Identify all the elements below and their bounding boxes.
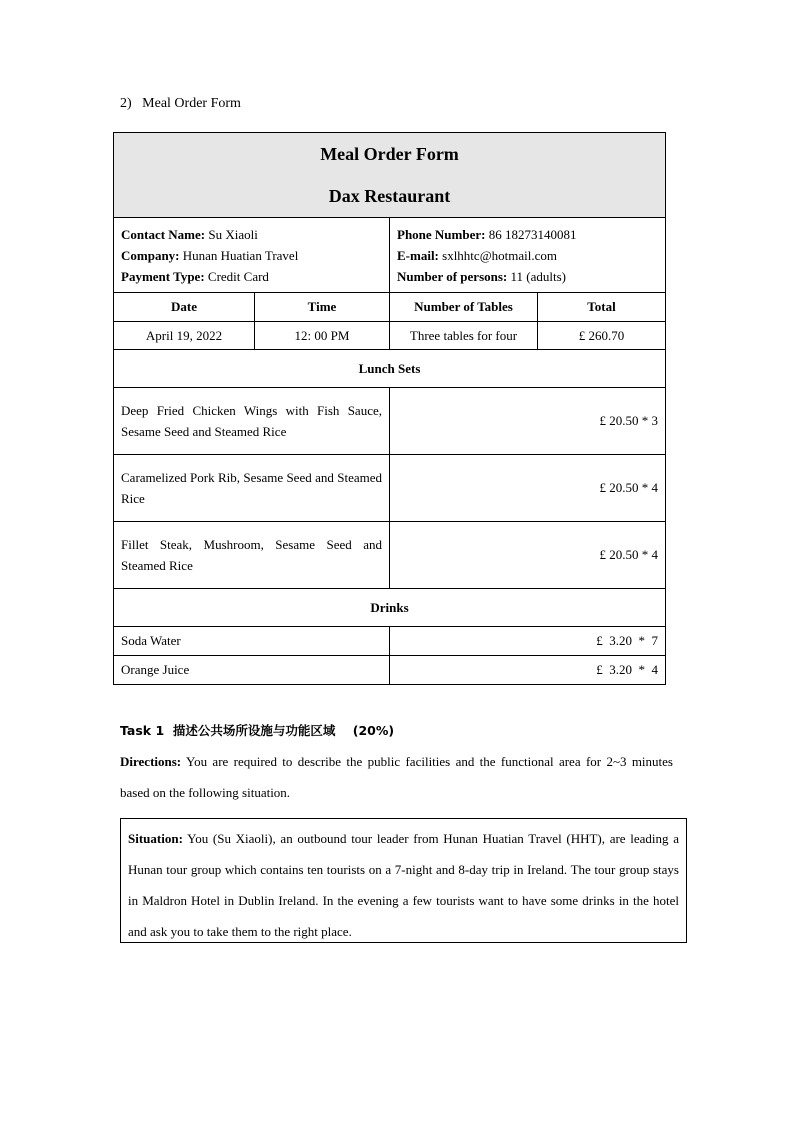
total-header: Total	[538, 293, 666, 322]
contact-info-cell	[114, 218, 390, 293]
lunch-item-name: Caramelized Pork Rib, Sesame Seed and Steamed Rice	[114, 455, 390, 522]
persons-label: Number of persons:	[397, 268, 508, 284]
form-title: Meal Order Form	[320, 144, 459, 164]
date-value: April 19, 2022	[114, 322, 255, 350]
restaurant-name: Dax Restaurant	[328, 186, 451, 206]
email-value: sxlhhtc@hotmail.com	[438, 247, 558, 263]
payment-line	[121, 266, 382, 287]
total-value: £ 260.70	[538, 322, 666, 350]
payment-label: Payment Type:	[121, 268, 205, 284]
drink-name: Orange Juice	[114, 656, 390, 685]
lunch-item-row	[114, 455, 666, 522]
lunch-item-price: £ 20.50 * 3	[390, 388, 666, 455]
contact-name-line	[121, 224, 382, 245]
company-label: Company:	[121, 247, 180, 263]
drink-row	[114, 656, 666, 685]
situation-box	[120, 818, 687, 943]
drink-row	[114, 627, 666, 656]
time-header: Time	[255, 293, 390, 322]
drinks-heading: Drinks	[114, 589, 666, 627]
contact-name-value: Su Xiaoli	[205, 226, 258, 242]
phone-label: Phone Number:	[397, 226, 486, 242]
phone-line	[397, 224, 658, 245]
payment-value: Credit Card	[204, 268, 269, 284]
directions-label: Directions:	[120, 754, 182, 769]
company-value: Hunan Huatian Travel	[179, 247, 299, 263]
drink-price: £ 3.20 * 4	[390, 656, 666, 685]
persons-value: 11 (adults)	[507, 268, 566, 284]
situation-label: Situation:	[128, 831, 183, 846]
lunch-item-row	[114, 522, 666, 589]
lunch-item-price: £ 20.50 * 4	[390, 455, 666, 522]
directions-text: You are required to describe the public facilities and the functional area for 2~3 minutes based on the following situation.	[120, 754, 673, 800]
persons-line	[397, 266, 658, 287]
drink-price: £ 3.20 * 7	[390, 627, 666, 656]
lunch-item-row	[114, 388, 666, 455]
email-label: E-mail:	[397, 247, 439, 263]
drink-name: Soda Water	[114, 627, 390, 656]
company-line	[121, 245, 382, 266]
lunch-sets-heading: Lunch Sets	[114, 350, 666, 388]
task-title: Task 1 描述公共场所设施与功能区域 (20%)	[120, 723, 395, 738]
lunch-item-name: Deep Fried Chicken Wings with Fish Sauce, Sesame Seed and Steamed Rice	[114, 388, 390, 455]
phone-value: 86 18273140081	[485, 226, 577, 242]
section-heading: 2) Meal Order Form	[120, 96, 241, 111]
phone-info-cell	[390, 218, 666, 293]
time-value: 12: 00 PM	[255, 322, 390, 350]
form-title-cell	[114, 133, 666, 218]
lunch-item-price: £ 20.50 * 4	[390, 522, 666, 589]
directions-paragraph	[120, 746, 673, 808]
situation-text: You (Su Xiaoli), an outbound tour leader from Hunan Huatian Travel (HHT), are leading a Hunan tour group which contains ten tourists on a 7-night and 8-day trip in Ireland. The tour group stays in Maldron Hotel in Dublin Ireland. In the evening a few tourists want to have some drinks in the hotel and ask you to take them to the right place.	[128, 831, 679, 939]
contact-name-label: Contact Name:	[121, 226, 206, 242]
tables-header: Number of Tables	[390, 293, 538, 322]
date-header: Date	[114, 293, 255, 322]
tables-value: Three tables for four	[390, 322, 538, 350]
meal-order-form-table	[113, 132, 666, 685]
email-line	[397, 245, 658, 266]
lunch-item-name: Fillet Steak, Mushroom, Sesame Seed and Steamed Rice	[114, 522, 390, 589]
